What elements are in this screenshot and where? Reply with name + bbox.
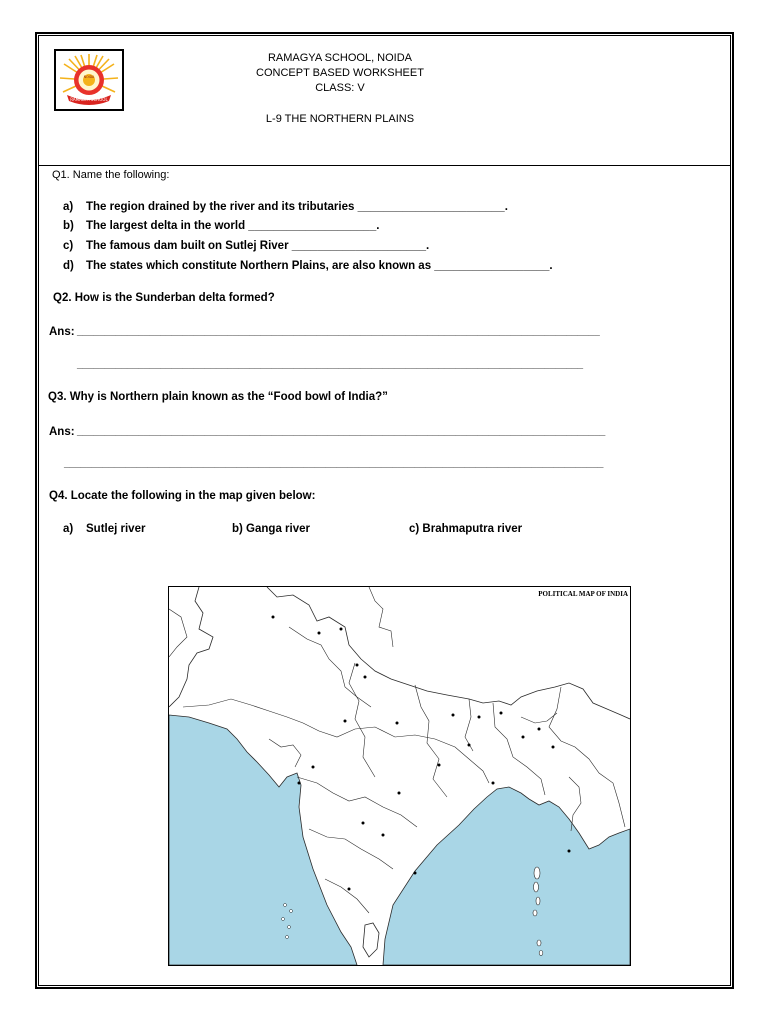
q4-option-b: b) Ganga river (232, 523, 310, 535)
q2-title: Q2. How is the Sunderban delta formed? (53, 292, 275, 304)
header-divider (38, 165, 731, 166)
q1-label-a: a) (63, 201, 74, 213)
logo-ring-text: RAMAGYA SCHOOL (70, 97, 108, 102)
map-title: POLITICAL MAP OF INDIA (538, 590, 628, 598)
logo-inner-text: NOIDA (83, 75, 95, 79)
class-label: CLASS: V (315, 82, 365, 94)
school-name: RAMAGYA SCHOOL, NOIDA (267, 52, 413, 64)
q1-item-b: The largest delta in the world ____________________. (86, 220, 380, 232)
q1-label-c: c) (63, 240, 74, 252)
q1-label-b: b) (63, 220, 74, 232)
q4-title: Q4. Locate the following in the map given below: (49, 490, 316, 502)
worksheet-title: CONCEPT BASED WORKSHEET (256, 67, 424, 79)
q3-answer-line-1[interactable]: _______________________________________________________________________________________________ (77, 426, 606, 437)
q2-answer-line-1[interactable]: ______________________________________________________________________________________________ (77, 326, 600, 337)
q2-answer-line-2[interactable]: ___________________________________________________________________________________________ (77, 359, 584, 370)
sri-lanka (363, 923, 379, 957)
q1-item-a: The region drained by the river and its tributaries _______________________. (86, 201, 508, 213)
q3-ans-label: Ans: (49, 426, 75, 438)
q2-ans-label: Ans: (49, 326, 75, 338)
bay-of-bengal (383, 787, 630, 965)
q1-title: Q1. Name the following: (52, 169, 170, 181)
q4-option-a: Sutlej river (86, 523, 146, 535)
school-logo (54, 49, 124, 111)
chapter-title: L-9 THE NORTHERN PLAINS (265, 113, 415, 125)
q1-item-c: The famous dam built on Sutlej River _____________________. (86, 240, 430, 252)
arabian-sea (169, 715, 357, 965)
q4-label-a: a) (63, 523, 74, 535)
q3-title: Q3. Why is Northern plain known as the “Food bowl of India?” (48, 391, 388, 403)
q3-answer-line-2[interactable]: _________________________________________________________________________________________________ (64, 458, 604, 469)
q4-option-c: c) Brahmaputra river (409, 523, 523, 535)
q1-item-d: The states which constitute Northern Plains, are also known as __________________. (86, 260, 553, 272)
india-map (168, 586, 631, 966)
india-map-svg (169, 587, 630, 965)
q1-label-d: d) (63, 260, 74, 272)
